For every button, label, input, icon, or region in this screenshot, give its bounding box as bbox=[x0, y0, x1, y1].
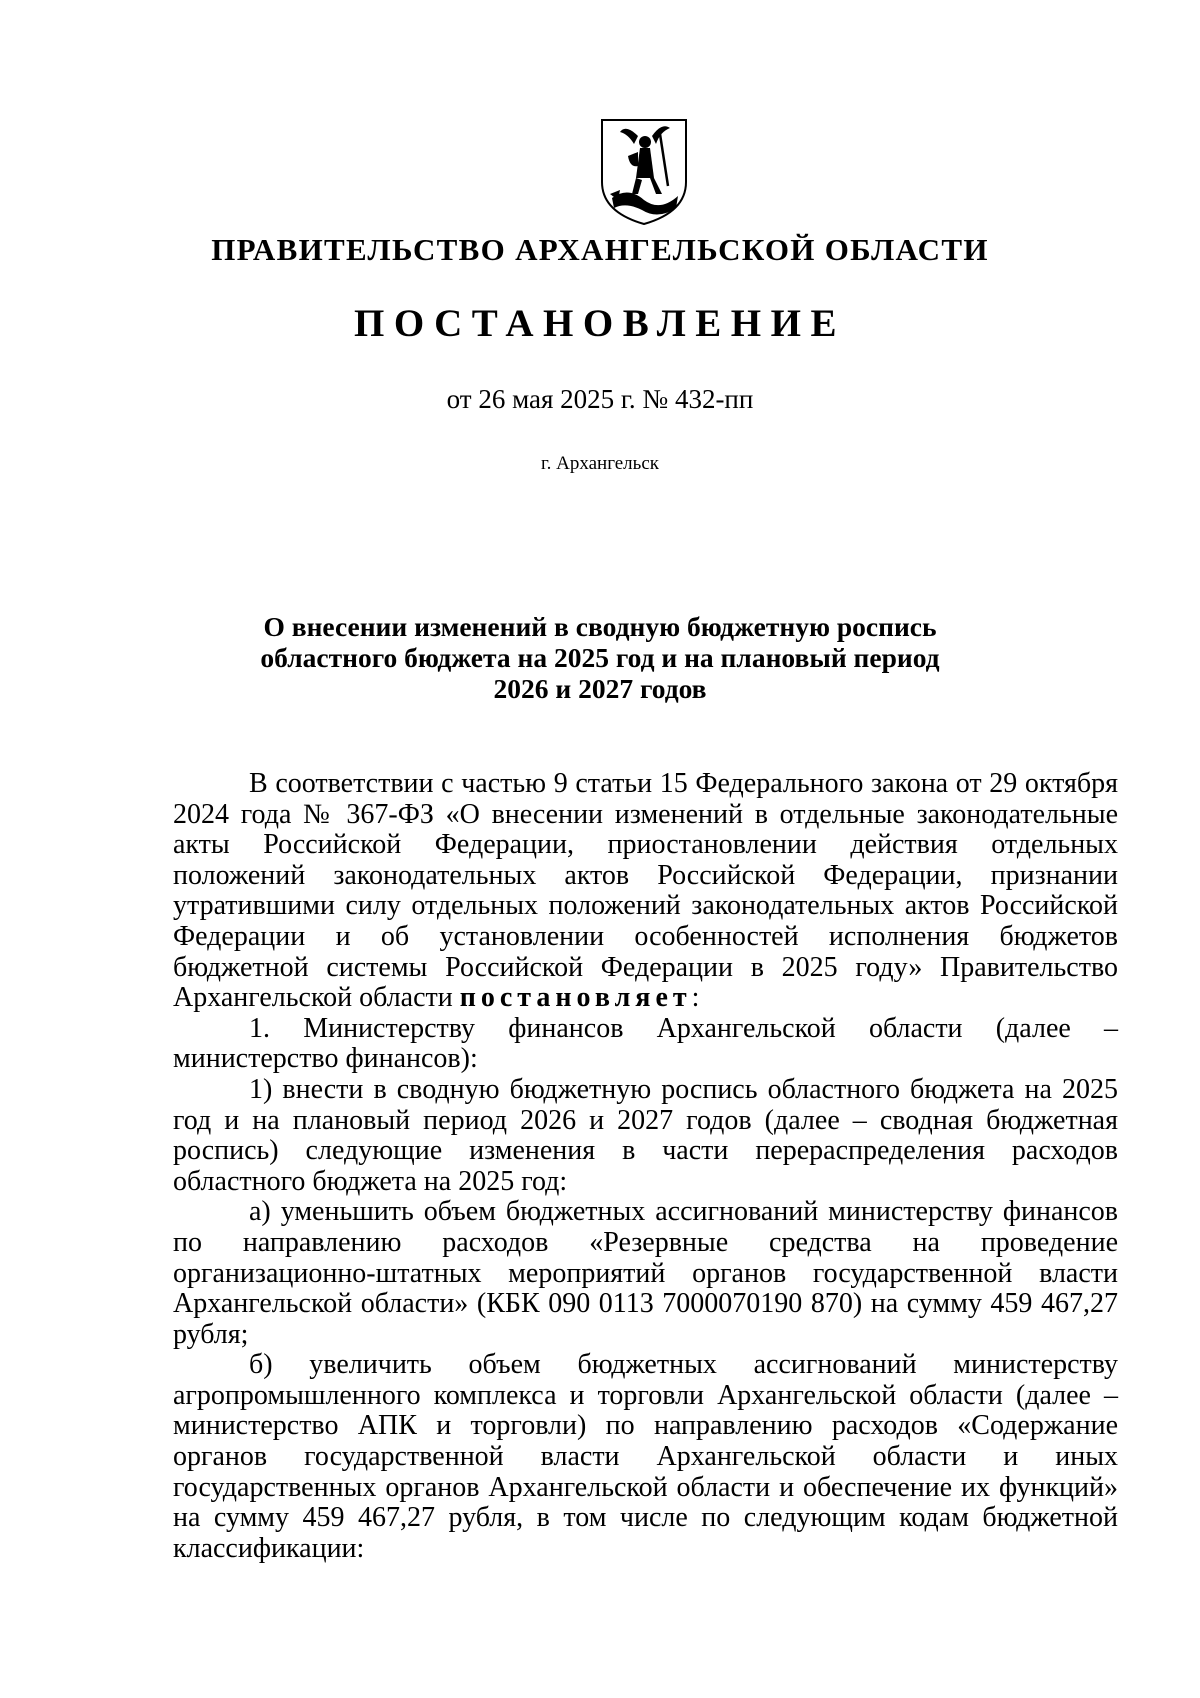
document-body bbox=[173, 769, 1118, 1564]
paragraph-item-1: 1. Министерству финансов Архангельской области (далее – министерство финансов): bbox=[173, 1012, 1118, 1075]
paragraph-subitem-b: б) увеличить объем бюджетных ассигнований министерству агропромышленного комплекса и торговли Архангельской области (далее – министерство АПК и торговли) по направлению расходов «Содержание органов государственной власти Архангельской области и иных государственных органов Архангельской области и обеспечение их функций» на сумму 459 467,27 рубля, в том числе по следующим кодам бюджетной классификации: bbox=[173, 1349, 1118, 1564]
title-line-2: областного бюджета на 2025 год и на плановый период bbox=[260, 642, 940, 673]
document-city: г. Архангельск bbox=[540, 453, 659, 474]
title-line-3: 2026 и 2027 годов bbox=[493, 673, 707, 704]
paragraph-subitem-a: а) уменьшить объем бюджетных ассигнований министерству финансов по направлению расходов «Резервные средства на проведение организационно-штатных мероприятий органов государственной власти Архангельской области» (КБК 090 0113 7000070190 870) на сумму 459 467,27 рубля; bbox=[173, 1196, 1118, 1350]
title-line-1: О внесении изменений в сводную бюджетную роспись bbox=[263, 611, 937, 642]
paragraph-preamble bbox=[173, 769, 1118, 1014]
preamble-end: : bbox=[691, 982, 700, 1014]
government-name: ПРАВИТЕЛЬСТВО АРХАНГЕЛЬСКОЙ ОБЛАСТИ bbox=[211, 232, 989, 267]
decree-keyword: постановляет bbox=[459, 982, 692, 1014]
document-title bbox=[0, 611, 1200, 704]
coat-of-arms-icon bbox=[598, 116, 690, 226]
document-date-number: от 26 мая 2025 г. № 432-пп bbox=[446, 384, 754, 414]
document-type: ПОСТАНОВЛЕНИЕ bbox=[353, 302, 846, 345]
paragraph-subitem-1: 1) внести в сводную бюджетную роспись областного бюджета на 2025 год и на плановый период 2026 и 2027 годов (далее – сводная бюджетная роспись) следующие изменения в части перераспределения расходов областного бюджета на 2025 год: bbox=[173, 1073, 1118, 1197]
preamble-text: В соответствии с частью 9 статьи 15 Федерального закона от 29 октября 2024 года № 367-ФЗ «О внесении изменений в отдельные законодательные акты Российской Федерации, приостановлении действия отдельных положений законодательных актов Российской Федерации, признании утратившими силу отдельных положений законодательных актов Российской Федерации и об установлении особенностей исполнения бюджетов бюджетной системы Российской Федерации в 2025 году» Правительство Архангельской области bbox=[173, 768, 1118, 1014]
